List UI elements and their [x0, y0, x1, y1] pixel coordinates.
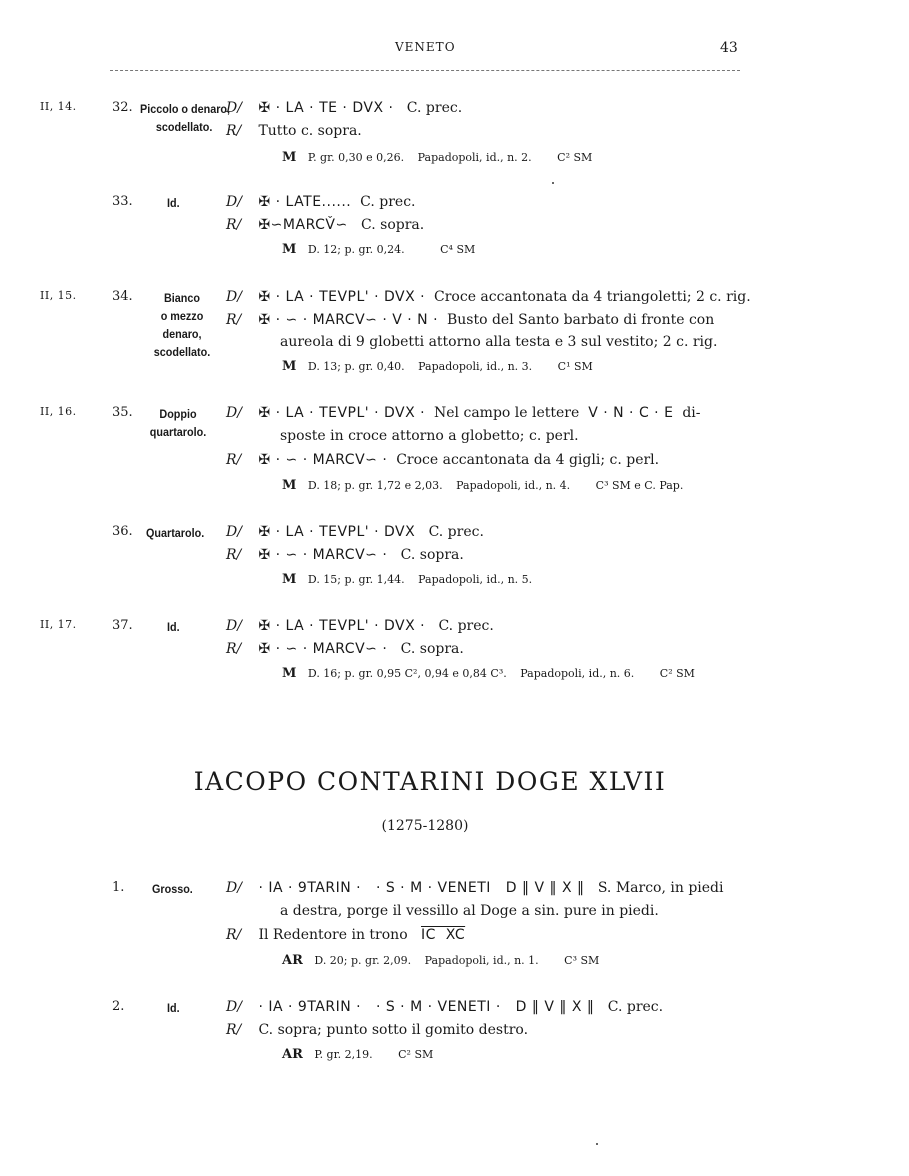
reverse-siglum: R/: [226, 217, 242, 233]
weight: P. gr. 0,30 e 0,26.: [307, 151, 405, 164]
denomination: [167, 194, 180, 212]
denomination-line: Grosso.: [152, 882, 193, 896]
reverse-siglum: R/: [226, 641, 242, 657]
entry-number: 33.: [112, 194, 133, 209]
entry-number: 2.: [112, 999, 125, 1014]
reverse-legend: ✠ · ∽ · MARCV∽ ·: [258, 641, 388, 657]
source-reference: Papadopoli, id., n. 4.: [456, 479, 571, 492]
reverse-line: [226, 1020, 528, 1040]
denomination: [152, 880, 193, 898]
reverse-description: Il Redentore in trono: [258, 927, 408, 943]
denomination-line: Id.: [167, 620, 180, 634]
denomination: [140, 100, 230, 136]
reverse-description: C. sopra; punto sotto il gomito destro.: [258, 1022, 529, 1038]
obverse-description-cont: a destra, porge il vessillo al Doge a sin. pure in piedi.: [280, 903, 659, 919]
denomination-line: Id.: [167, 196, 180, 210]
source-reference: Papadopoli, id., n. 5.: [418, 573, 533, 586]
reverse-line: [226, 215, 424, 235]
weight: D. 12; p. gr. 0,24.: [307, 243, 405, 256]
obverse-siglum: D/: [226, 289, 242, 305]
section-title: IACOPO CONTARINI DOGE XLVII: [193, 767, 667, 796]
obverse-siglum: D/: [226, 524, 242, 540]
print-speck: [596, 1143, 598, 1145]
plate-reference: II, 17.: [40, 618, 77, 631]
collection: C³ SM e C. Pap.: [595, 479, 684, 492]
collection: C² SM: [557, 151, 593, 164]
source-reference: Papadopoli, id., n. 6.: [520, 667, 635, 680]
reverse-siglum: R/: [226, 927, 242, 943]
obverse-description-hyphen: di-: [682, 405, 701, 421]
obverse-legend: ✠ · LA · TEVPL' · DVX ·: [258, 289, 426, 305]
obverse-siglum: D/: [226, 194, 242, 210]
reverse-siglum: R/: [226, 1022, 242, 1038]
entry-number: 35.: [112, 405, 133, 420]
denomination-line: Id.: [167, 1001, 180, 1015]
obverse-siglum: D/: [226, 880, 242, 896]
reverse-description: Croce accantonata da 4 gigli; c. perl.: [396, 452, 660, 468]
weight: D. 16; p. gr. 0,95 C², 0,94 e 0,84 C³.: [307, 667, 507, 680]
obverse-description: S. Marco, in piedi: [597, 880, 724, 896]
reverse-line: [226, 545, 464, 565]
reverse-legend: IC XC: [420, 927, 466, 943]
obverse-legend: ✠ · LATE......: [258, 194, 352, 210]
coin-metadata: [282, 150, 592, 166]
denomination-line: Bianco: [163, 291, 200, 305]
obverse-line: [226, 287, 751, 307]
obverse-line: [226, 997, 663, 1017]
coin-metadata: [282, 1047, 433, 1063]
metal-symbol: M: [282, 242, 297, 257]
obverse-legend: ✠ · LA · TEVPL' · DVX ·: [258, 405, 426, 421]
reverse-siglum: R/: [226, 547, 242, 563]
reverse-line: [226, 310, 714, 330]
running-head: VENETO: [395, 40, 456, 54]
print-speck: [552, 182, 554, 184]
reverse-description: Busto del Santo barbato di fronte con: [446, 312, 715, 328]
obverse-continuation: [280, 426, 579, 446]
obverse-siglum: D/: [226, 100, 242, 116]
obverse-line: [226, 403, 701, 423]
denomination: [167, 999, 180, 1017]
obverse-legend: ✠ · LA · TEVPL' · DVX ·: [258, 618, 426, 634]
coin-metadata: [282, 242, 475, 258]
reverse-line: [226, 450, 659, 470]
weight: P. gr. 2,19.: [314, 1048, 373, 1061]
coin-metadata: [282, 478, 683, 494]
reverse-siglum: R/: [226, 312, 242, 328]
reverse-legend: ✠ · ∽ · MARCV∽ ·: [258, 452, 388, 468]
obverse-legend: ✠ · LA · TE · DVX ·: [258, 100, 394, 116]
reverse-legend: ✠ · ∽ · MARCV∽ · V · N ·: [258, 312, 439, 328]
source-reference: Papadopoli, id., n. 3.: [418, 360, 533, 373]
source-reference: Papadopoli, id., n. 1.: [424, 954, 539, 967]
reverse-legend: ✠∽MARCV̌∽: [258, 217, 348, 233]
reverse-line: [226, 925, 465, 945]
weight: D. 20; p. gr. 2,09.: [314, 954, 412, 967]
obverse-description-cont: sposte in croce attorno a globetto; c. perl.: [280, 428, 579, 444]
metal-symbol: M: [282, 572, 297, 587]
obverse-line: [226, 616, 494, 636]
denomination: [146, 524, 204, 542]
obverse-line: [226, 98, 462, 118]
denomination: [142, 405, 214, 441]
obverse-line: [226, 192, 416, 212]
obverse-line: [226, 878, 724, 898]
obverse-description: C. prec.: [360, 194, 416, 210]
entry-number: 34.: [112, 289, 133, 304]
obverse-field-letters: V · N · C · E: [588, 405, 674, 421]
obverse-description: C. prec.: [428, 524, 484, 540]
obverse-legend: ✠ · LA · TEVPL' · DVX: [258, 524, 416, 540]
obverse-siglum: D/: [226, 999, 242, 1015]
source-reference: Papadopoli, id., n. 2.: [417, 151, 532, 164]
denomination-line: scodellato.: [155, 120, 213, 134]
reverse-description-cont: aureola di 9 globetti attorno alla testa e 3 sul vestito; 2 c. rig.: [280, 334, 718, 350]
denomination: [167, 618, 180, 636]
obverse-description: Nel campo le lettere: [434, 405, 580, 421]
metal-symbol: M: [282, 666, 297, 681]
coin-metadata: [282, 359, 593, 375]
weight: D. 18; p. gr. 1,72 e 2,03.: [307, 479, 443, 492]
collection: C² SM: [398, 1048, 434, 1061]
reverse-line: [226, 639, 464, 659]
denomination-line: Quartarolo.: [146, 526, 205, 540]
weight: D. 15; p. gr. 1,44.: [307, 573, 405, 586]
reverse-description: C. sopra.: [400, 547, 464, 563]
reverse-legend: ✠ · ∽ · MARCV∽ ·: [258, 547, 388, 563]
denomination-line: Piccolo o denaro,: [140, 102, 231, 116]
obverse-siglum: D/: [226, 405, 242, 421]
obverse-description: C. prec.: [406, 100, 463, 116]
collection: C¹ SM: [557, 360, 593, 373]
plate-reference: II, 15.: [40, 289, 77, 302]
denomination-line: o mezzo denaro,: [160, 309, 204, 341]
plate-reference: II, 14.: [40, 100, 77, 113]
collection: C⁴ SM: [440, 243, 476, 256]
obverse-continuation: [280, 901, 659, 921]
coin-metadata: [282, 953, 599, 969]
obverse-legend: · IA · 9TARIN · · S · M · VENETI · D ‖ V ‖ X ‖: [258, 999, 595, 1015]
coin-metadata: [282, 572, 532, 588]
denomination-line: quartarolo.: [149, 425, 207, 439]
page-number: 43: [720, 40, 738, 56]
denomination-line: scodellato.: [153, 345, 211, 359]
denomination: [146, 289, 218, 361]
reverse-line: [226, 121, 362, 141]
reverse-continuation: [280, 332, 717, 352]
obverse-description: C. prec.: [438, 618, 494, 634]
section-date: (1275-1280): [381, 818, 469, 834]
reverse-siglum: R/: [226, 123, 242, 139]
entry-number: 37.: [112, 618, 133, 633]
obverse-siglum: D/: [226, 618, 242, 634]
header-rule: [110, 70, 740, 71]
entry-number: 36.: [112, 524, 133, 539]
coin-metadata: [282, 666, 695, 682]
plate-reference: II, 16.: [40, 405, 77, 418]
metal-symbol: M: [282, 150, 297, 165]
metal-symbol: AR: [282, 1047, 303, 1062]
reverse-description: Tutto c. sopra.: [258, 123, 362, 139]
collection: C³ SM: [564, 954, 600, 967]
entry-number: 1.: [112, 880, 125, 895]
obverse-description: Croce accantonata da 4 triangoletti; 2 c. rig.: [434, 289, 751, 305]
metal-symbol: M: [282, 359, 297, 374]
metal-symbol: AR: [282, 953, 303, 968]
obverse-description: C. prec.: [607, 999, 664, 1015]
reverse-siglum: R/: [226, 452, 242, 468]
reverse-description: C. sopra.: [400, 641, 464, 657]
collection: C² SM: [659, 667, 695, 680]
metal-symbol: M: [282, 478, 297, 493]
denomination-line: Doppio: [159, 407, 197, 421]
reverse-description: C. sopra.: [361, 217, 425, 233]
entry-number: 32.: [112, 100, 133, 115]
weight: D. 13; p. gr. 0,40.: [307, 360, 405, 373]
obverse-line: [226, 522, 484, 542]
obverse-legend: · IA · 9TARIN · · S · M · VENETI D ‖ V ‖ X ‖: [258, 880, 585, 896]
